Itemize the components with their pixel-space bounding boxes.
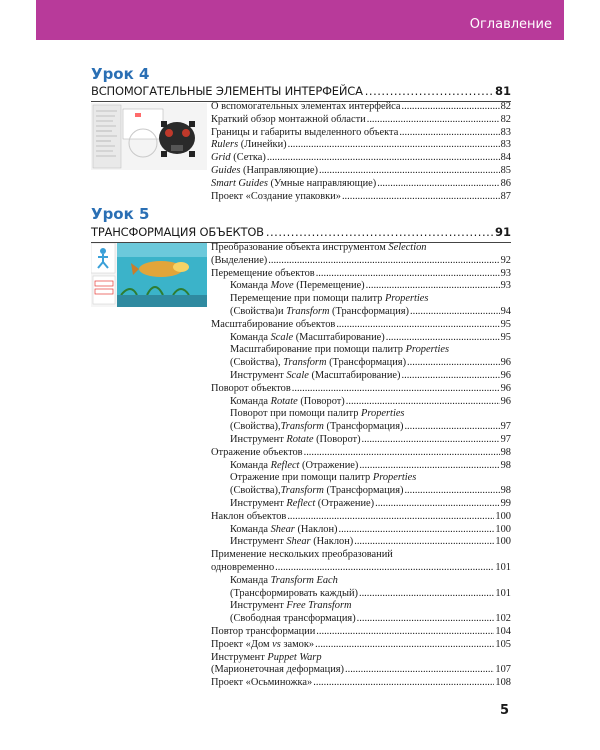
toc-entry-page: 96	[500, 357, 511, 369]
toc-entry-text: Smart Guides (Умные направляющие)	[211, 177, 377, 189]
toc-entry-text: (Свойства),Transform (Трансформация)	[230, 421, 404, 433]
toc-entry	[211, 498, 511, 511]
toc-entry-page: 100	[495, 536, 511, 548]
toc-entry-text: Проект «Дом vs замок»	[211, 638, 315, 650]
toc-entry	[211, 447, 511, 460]
toc-entry-text: Краткий обзор монтажной области	[211, 113, 366, 125]
toc-entry-text: Отражение объектов	[211, 446, 303, 458]
toc-entry-page: 96	[500, 395, 511, 407]
toc-entry	[211, 332, 511, 345]
toc-entry-text: Инструмент Rotate (Поворот)	[230, 433, 361, 445]
toc-entry-text: Инструмент Puppet Warp	[211, 651, 322, 663]
toc-entry-text: Инструмент Free Transform	[230, 600, 352, 612]
toc-entry-page: 93	[500, 280, 511, 292]
toc-entry	[211, 165, 511, 178]
lesson-4-title: ВСПОМОГАТЕЛЬНЫЕ ЭЛЕМЕНТЫ ИНТЕРФЕЙСА	[91, 84, 363, 98]
toc-entry-text: Команда Move (Перемещение)	[230, 280, 365, 292]
toc-entry-page: 97	[500, 433, 511, 445]
toc-entry-text: О вспомогательных элементах интерфейса	[211, 101, 401, 112]
toc-entry-text: (Выделение)	[211, 254, 268, 266]
toc-entry-text: Перемещение объектов	[211, 267, 315, 279]
toc-entry	[211, 280, 511, 293]
toc-entry	[211, 178, 511, 191]
toc-entry-text: Повтор трансформации	[211, 625, 316, 637]
toc-entry	[211, 152, 511, 165]
toc-entry	[211, 344, 511, 370]
lesson-5-title-row	[91, 225, 511, 243]
toc-entry	[211, 600, 511, 626]
toc-entry-page: 104	[495, 625, 511, 637]
toc-entry-page: 102	[495, 613, 511, 625]
toc-entry-text: Команда Transform Each	[230, 574, 338, 586]
toc-entry-page: 98	[500, 446, 511, 458]
lesson-5-label: Урок 5	[91, 205, 150, 223]
header-bar	[36, 0, 564, 40]
toc-entry-text: Масштабирование при помощи палитр Properties	[230, 344, 450, 356]
lesson-5-screenshot-image	[91, 243, 207, 307]
toc-entry-page: 99	[500, 497, 511, 509]
lesson-4-label: Урок 4	[91, 65, 150, 83]
toc-entry-page: 87	[500, 190, 511, 202]
toc-entry-page: 86	[500, 177, 511, 189]
toc-entry-text: (Свойства)и Transform (Трансформация)	[230, 305, 410, 317]
toc-entry-page: 82	[500, 101, 511, 112]
toc-entry-text: Команда Shear (Наклон)	[230, 523, 338, 535]
lesson-4-toc	[211, 101, 511, 203]
toc-entry-page: 93	[500, 267, 511, 279]
toc-entry-page: 84	[500, 152, 511, 164]
toc-entry-page: 83	[500, 126, 511, 138]
toc-entry-text: Масштабирование объектов	[211, 318, 336, 330]
toc-entry-text: Guides (Направляющие)	[211, 164, 318, 176]
lesson-4-page: 81	[494, 84, 511, 98]
toc-entry-text: (Свободная трансформация)	[230, 613, 356, 625]
toc-entry-text: Поворот при помощи палитр Properties	[230, 408, 405, 420]
toc-entry	[211, 639, 511, 652]
toc-entry	[211, 268, 511, 281]
toc-entry-page: 83	[500, 139, 511, 151]
toc-entry-page: 105	[495, 638, 511, 650]
toc-entry	[211, 396, 511, 409]
toc-entry	[211, 536, 511, 549]
lesson-5-title: ТРАНСФОРМАЦИЯ ОБЪЕКТОВ	[91, 225, 264, 239]
toc-entry	[211, 626, 511, 639]
toc-entry-text: Применение нескольких преобразований	[211, 549, 393, 561]
toc-entry-page: 95	[500, 318, 511, 330]
toc-entry-page: 98	[500, 485, 511, 497]
toc-entry-page: 101	[495, 561, 511, 573]
lesson-5-page: 91	[494, 225, 511, 239]
toc-entry-page: 98	[500, 459, 511, 471]
toc-entry-page: 95	[500, 331, 511, 343]
toc-entry	[211, 472, 511, 498]
toc-entry	[211, 524, 511, 537]
page-number: 5	[499, 703, 509, 718]
lesson-4-thumbnail	[91, 103, 207, 170]
toc-entry-page: 97	[500, 421, 511, 433]
toc-entry-text: Grid (Сетка)	[211, 152, 266, 164]
toc-entry-text: Команда Rotate (Поворот)	[230, 395, 345, 407]
toc-entry-text: Инструмент Reflect (Отражение)	[230, 497, 375, 509]
toc-entry-text: Инструмент Scale (Масштабирование)	[230, 369, 401, 381]
toc-entry-text: Границы и габариты выделенного объекта	[211, 126, 399, 138]
toc-entry	[211, 127, 511, 140]
toc-entry	[211, 101, 511, 114]
toc-entry-page: 100	[495, 523, 511, 535]
toc-entry-page: 96	[500, 382, 511, 394]
toc-entry-page: 108	[495, 677, 511, 689]
toc-entry	[211, 460, 511, 473]
toc-entry-text: Наклон объектов	[211, 510, 287, 522]
toc-entry-text: Проект «Создание упаковки»	[211, 190, 341, 202]
toc-entry	[211, 434, 511, 447]
lesson-5-thumbnail	[91, 243, 207, 307]
toc-entry-page: 94	[500, 305, 511, 317]
toc-entry-text: Команда Scale (Масштабирование)	[230, 331, 385, 343]
toc-entry-text: Отражение при помощи палитр Properties	[230, 472, 417, 484]
lesson-4-title-row	[91, 84, 511, 102]
toc-entry-text: (Марионеточная деформация)	[211, 664, 345, 676]
toc-entry-page: 101	[495, 587, 511, 599]
toc-entry-page: 100	[495, 510, 511, 522]
toc-entry-page: 92	[500, 254, 511, 266]
toc-entry	[211, 677, 511, 690]
toc-entry-text: Команда Reflect (Отражение)	[230, 459, 359, 471]
toc-entry	[211, 408, 511, 434]
lesson-4-screenshot-image	[91, 103, 207, 170]
toc-entry	[211, 652, 511, 678]
toc-entry-text: Инструмент Shear (Наклон)	[230, 536, 354, 548]
lesson-5-toc	[211, 242, 511, 690]
toc-entry-text: одновременно	[211, 561, 275, 573]
toc-entry	[211, 242, 511, 268]
toc-entry-text: Поворот объектов	[211, 382, 291, 394]
toc-entry-text: (Свойства), Transform (Трансформация)	[230, 357, 407, 369]
toc-entry	[211, 370, 511, 383]
toc-entry-page: 107	[495, 664, 511, 676]
toc-entry-page: 85	[500, 164, 511, 176]
toc-entry	[211, 511, 511, 524]
toc-entry-text: Проект «Осьминожка»	[211, 677, 313, 689]
toc-entry	[211, 293, 511, 319]
toc-entry	[211, 383, 511, 396]
toc-entry	[211, 114, 511, 127]
toc-entry-text: (Свойства),Transform (Трансформация)	[230, 485, 404, 497]
toc-entry	[211, 319, 511, 332]
toc-entry	[211, 191, 511, 204]
toc-entry	[211, 139, 511, 152]
toc-entry-text: Преобразование объекта инструментом Selection	[211, 242, 427, 253]
header-title: Оглавление	[469, 17, 552, 32]
toc-entry-page: 82	[500, 113, 511, 125]
toc-entry	[211, 549, 511, 575]
toc-entry-page: 96	[500, 369, 511, 381]
toc-entry-text: Rulers (Линейки)	[211, 139, 287, 151]
toc-entry	[211, 575, 511, 601]
toc-entry-text: (Трансформировать каждый)	[230, 587, 358, 599]
toc-entry-text: Перемещение при помощи палитр Properties	[230, 293, 429, 305]
